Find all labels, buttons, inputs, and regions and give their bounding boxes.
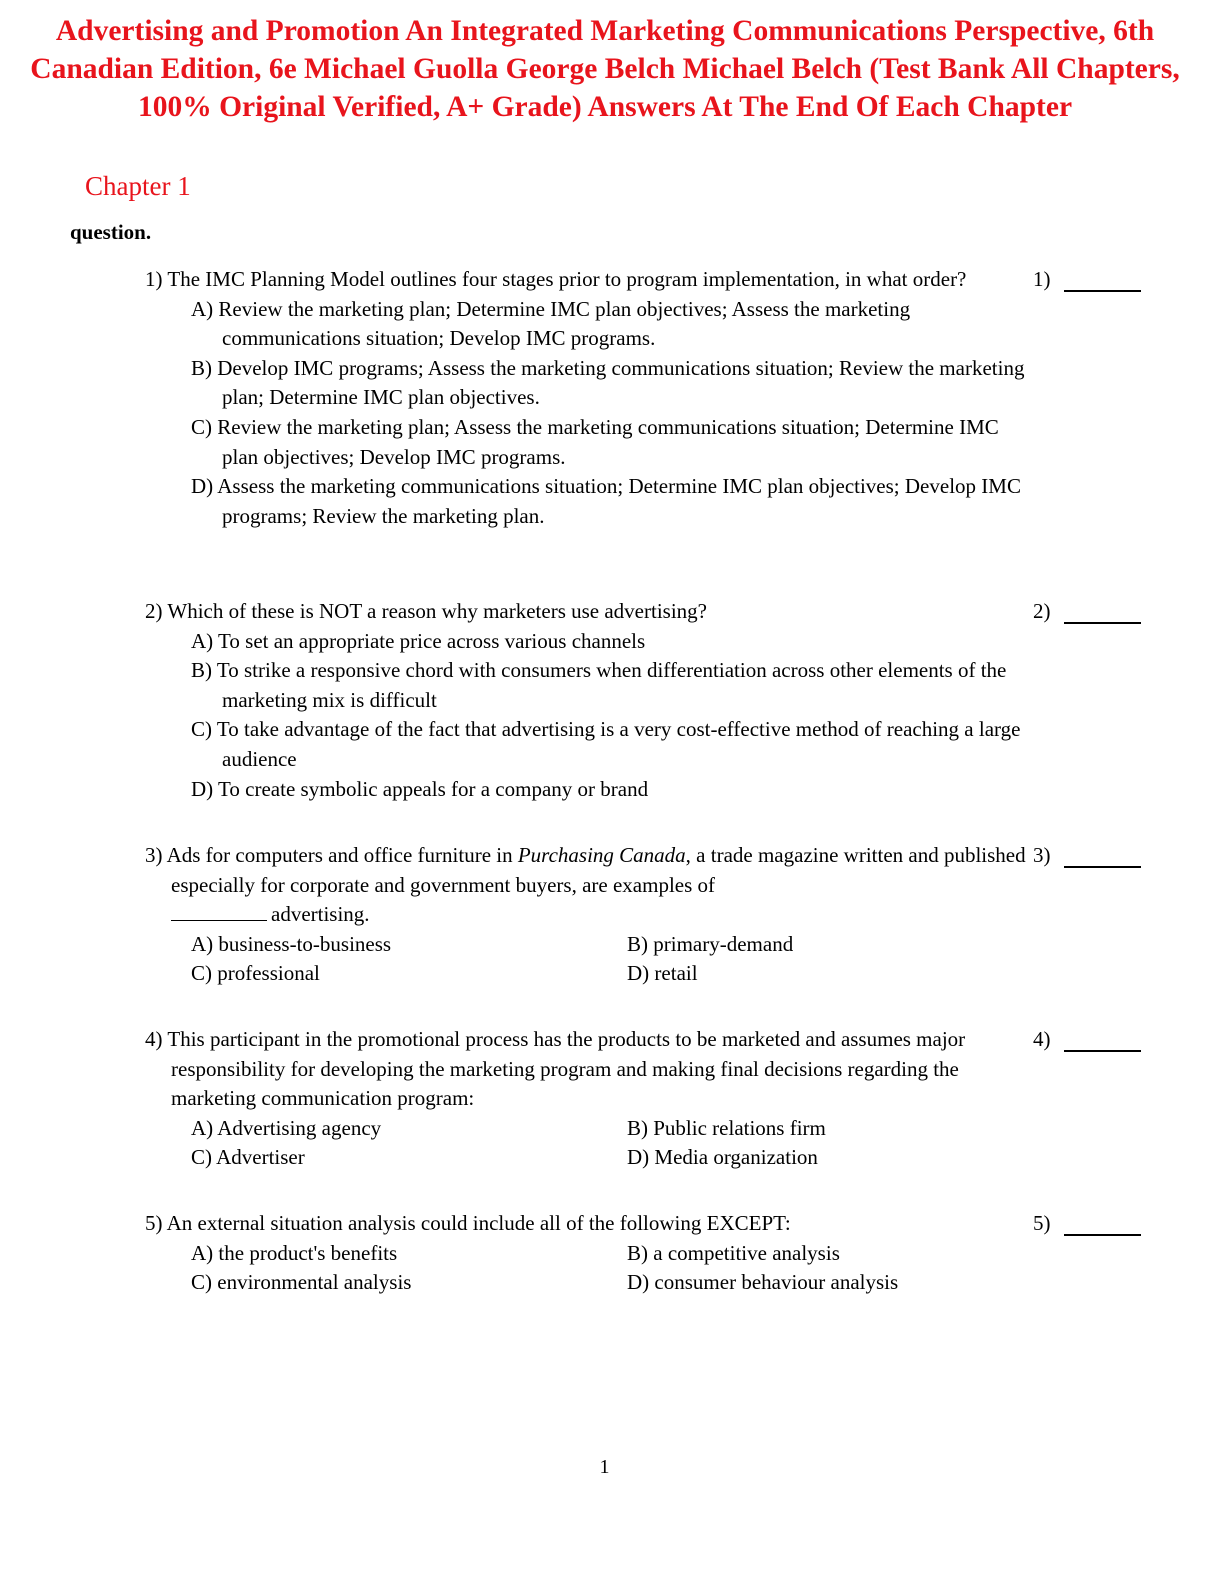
option-letter: B) [627, 931, 648, 956]
question-2-option-a [191, 627, 1038, 657]
question-4 [145, 1025, 1145, 1173]
option-text: Public relations firm [653, 1115, 826, 1140]
question-text: Which of these is NOT a reason why marketers use advertising? [167, 599, 707, 623]
question-1-option-a [191, 295, 1038, 354]
option-text: Media organization [654, 1145, 818, 1170]
question-number: 3) [145, 843, 163, 867]
option-text: Review the marketing plan; Assess the marketing communications situation; Determine IMC plan objectives; Develop IMC programs. [217, 414, 999, 469]
option-letter: B) [191, 658, 212, 683]
question-1 [145, 265, 1145, 531]
option-text: the product's benefits [218, 1240, 398, 1265]
question-text: An external situation analysis could include all of the following EXCEPT: [166, 1211, 791, 1235]
fill-in-blank [171, 920, 267, 921]
option-letter: C) [191, 1145, 212, 1170]
question-2-option-d [191, 775, 1038, 805]
option-letter: C) [191, 961, 212, 986]
option-letter: B) [627, 1240, 648, 1265]
question-3-option-d [627, 959, 1007, 989]
option-text: consumer behaviour analysis [654, 1270, 899, 1295]
question-3-option-b [627, 930, 1007, 960]
question-1-option-b [191, 354, 1038, 413]
question-1-stem [145, 265, 1033, 295]
question-2 [145, 597, 1145, 804]
option-letter: B) [627, 1115, 648, 1140]
answer-number: 4) [1033, 1027, 1051, 1051]
option-text: retail [654, 961, 698, 986]
option-text: To create symbolic appeals for a company or brand [218, 776, 649, 801]
option-text: To set an appropriate price across various channels [218, 628, 646, 653]
option-text: a competitive analysis [653, 1240, 840, 1265]
question-1-option-d [191, 472, 1038, 531]
option-letter: D) [191, 474, 214, 499]
question-4-options [191, 1114, 1145, 1173]
question-4-option-b [627, 1114, 1007, 1144]
question-3-option-c [191, 959, 627, 989]
document-title: Advertising and Promotion An Integrated Marketing Communications Perspective, 6th Canadian Edition, 6e Michael Guolla George Belch Michael Belch (Test Bank All Chapters, 100% Original Verified, A+ Grade) Answers At The End Of Each Chapter [30, 15, 1180, 123]
option-letter: C) [191, 414, 212, 439]
option-letter: A) [191, 296, 214, 321]
question-3-option-a [191, 930, 627, 960]
question-text: Ads for computers and office furniture in [166, 843, 518, 867]
question-number: 5) [145, 1211, 163, 1235]
question-5-option-a [191, 1239, 627, 1269]
question-3 [145, 841, 1145, 989]
option-text: environmental analysis [217, 1270, 412, 1295]
answer-blank [1064, 1234, 1141, 1236]
chapter-heading: Chapter 1 [85, 171, 191, 201]
question-4-stem [145, 1025, 1033, 1114]
answer-blank [1064, 1050, 1141, 1052]
answer-number: 3) [1033, 843, 1051, 867]
answer-blank [1064, 866, 1141, 868]
question-text: This participant in the promotional process has the products to be marketed and assumes major responsibility for developing the marketing program and making final decisions regarding the marketing communication program: [167, 1027, 966, 1111]
section-label: question. [70, 220, 152, 244]
option-letter: D) [627, 1270, 650, 1295]
option-text: Advertiser [216, 1145, 305, 1170]
question-2-stem [145, 597, 1033, 627]
option-letter: D) [191, 776, 214, 801]
answer-number: 2) [1033, 599, 1051, 623]
option-letter: C) [191, 717, 212, 742]
option-text: Assess the marketing communications situation; Determine IMC plan objectives; Develop IMC programs; Review the marketing plan. [217, 474, 1021, 528]
question-5 [145, 1209, 1145, 1298]
option-text: Develop IMC programs; Assess the marketing communications situation; Review the marketing plan; Determine IMC plan objectives. [217, 355, 1025, 410]
question-2-option-c [191, 715, 1038, 774]
option-text: business-to-business [218, 931, 392, 956]
question-5-option-d [627, 1268, 1007, 1298]
option-letter: A) [191, 628, 214, 653]
option-letter: A) [191, 1115, 214, 1140]
question-4-option-a [191, 1114, 627, 1144]
question-5-option-b [627, 1239, 1007, 1269]
question-4-option-d [627, 1143, 1007, 1173]
question-4-option-c [191, 1143, 627, 1173]
question-text-end: advertising. [271, 902, 370, 927]
question-5-option-c [191, 1268, 627, 1298]
question-number: 1) [145, 267, 163, 291]
question-text: The IMC Planning Model outlines four stages prior to program implementation, in what order? [167, 267, 967, 291]
option-text: Review the marketing plan; Determine IMC plan objectives; Assess the marketing communications situation; Develop IMC programs. [218, 296, 911, 351]
question-1-option-c [191, 413, 1038, 472]
option-text: professional [217, 961, 320, 986]
option-letter: A) [191, 1240, 214, 1265]
question-2-option-b [191, 656, 1038, 715]
answer-blank [1064, 622, 1141, 624]
option-letter: A) [191, 931, 214, 956]
option-letter: D) [627, 961, 650, 986]
option-text: primary-demand [653, 931, 794, 956]
option-letter: C) [191, 1270, 212, 1295]
answer-blank [1064, 290, 1141, 292]
question-text-continued: , a trade magazine written and published especially for corporate and government buyers, are examples of [171, 843, 1026, 897]
question-3-options [191, 930, 1145, 989]
question-number: 2) [145, 599, 163, 623]
answer-number: 5) [1033, 1211, 1051, 1235]
question-5-options [191, 1239, 1145, 1298]
option-letter: B) [191, 355, 212, 380]
option-letter: D) [627, 1145, 650, 1170]
page-number: 1 [599, 1456, 610, 1478]
question-5-stem [145, 1209, 1033, 1239]
magazine-title: Purchasing Canada [517, 843, 686, 867]
option-text: To take advantage of the fact that advertising is a very cost-effective method of reaching a large audience [216, 717, 1021, 771]
option-text: Advertising agency [217, 1115, 382, 1140]
answer-number: 1) [1033, 267, 1051, 291]
question-3-stem [145, 841, 1033, 930]
option-text: To strike a responsive chord with consumers when differentiation across other elements of the marketing mix is difficult [216, 658, 1007, 712]
question-number: 4) [145, 1027, 163, 1051]
